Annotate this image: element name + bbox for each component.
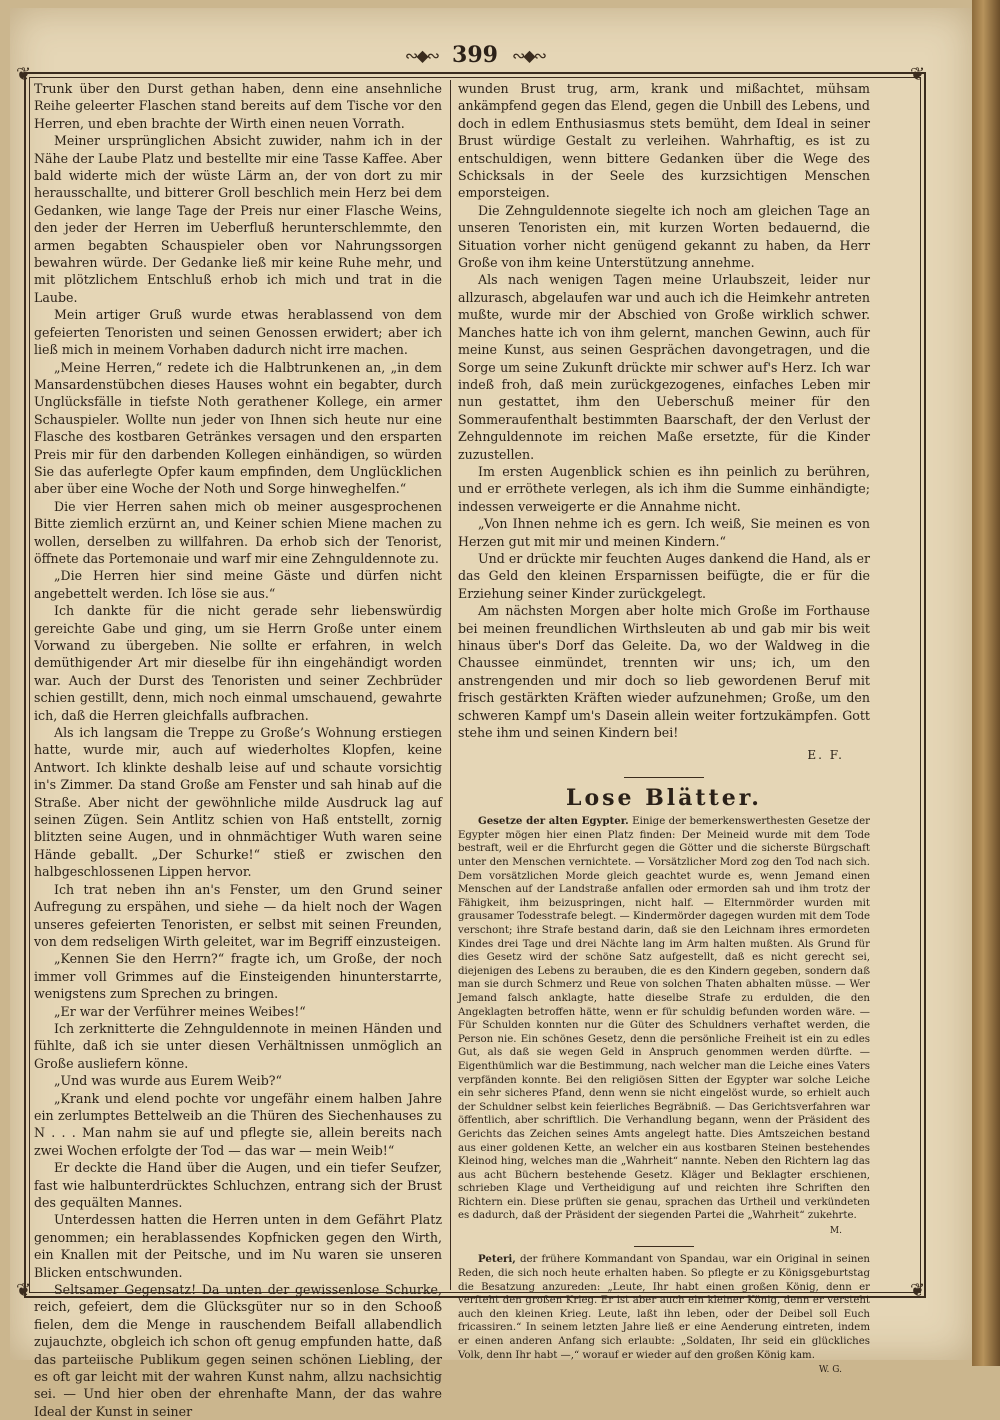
article-heading: Peteri, <box>478 1253 516 1266</box>
book-binding <box>972 0 1000 1366</box>
paragraph: Meiner ursprünglichen Absicht zuwider, nahm ich in der Nähe der Laube Platz und bestellte mir eine Tasse Kaffee. Aber bald widerte mich der wüste Lärm an, der von dort zu mir herausschallte, und bitterer Groll beschlich mein Herz bei dem Gedanken, wie lange Tage der Preis nur einer Flasche Weins, den jeder der Herren im Ueberfluß herunterschlemmte, den armen begabten Schauspieler oben vor Nahrungssorgen bewahren würde. Der Gedanke ließ mir keine Ruhe mehr, und mit plötzlichem Entschluß erhob ich mich und trat in die Laube. <box>34 133 442 305</box>
left-ornament-icon: ∾◆∾ <box>404 45 439 65</box>
article-body: der frühere Kommandant von Spandau, war ein Original in seinen Reden, die sich noch heute erhalten haben. So pflegte er zu Königsgeburtstag die Besatzung anzureden: „Leute, Ihr habt einen großen König, denn er verfteht den großen Krieg. Er ist aber auch ein kleiner König, denn er versteht auch den kleinen Krieg. Leute, laßt ihn leben, oder der Deibel soll Euch fricassiren.“ In seinem letzten Jahre ließ er eine Aenderung eintreten, indem er einen anderen Anfang sich erlaubte: „Soldaten, Ihr seid ein glückliches Volk, denn Ihr habt —,“ worauf er wieder auf den großen König kam. <box>458 1254 870 1361</box>
corner-ornament-icon: ❦ <box>910 64 926 85</box>
paragraph: Ich dankte für die nicht gerade sehr liebenswürdig gereichte Gabe und ging, um sie Herrn Große unter einem Vorwand zu übergeben. Nie sollte er erfahren, in welch demüthigender Art mir dieselbe für ihn eingehändigt worden war. Auch der Durst des Tenoristen und seiner Zechbrüder schien gestillt, denn, mich noch einmal umschauend, gewahrte ich, daß die Herren gleichfalls aufbrachen. <box>34 603 442 723</box>
corner-ornament-icon: ❦ <box>16 64 32 85</box>
paragraph: Unterdessen hatten die Herren unten in dem Gefährt Platz genommen; ein herablassendes Kopfnicken gegen den Wirth, ein Knallen mit der Peitsche, und im Nu waren sie unseren Blicken entschwunden. <box>34 1212 442 1280</box>
paragraph: Mein artiger Gruß wurde etwas herablassend von dem gefeierten Tenoristen und seinen Genossen erwidert; aber ich ließ mich in meinem Vorhaben dadurch nicht irre machen. <box>34 307 442 358</box>
paragraph: Am nächsten Morgen aber holte mich Große im Forthause bei meinen freundlichen Wirthsleuten ab und gab mir bis weit hinaus über's Dorf das Geleite. Da, wo der Waldweg in die Chaussee einmündet, trennten wir uns; ich, um den anstrengenden und mir doch so lieb gewordenen Beruf mit frisch gestärkten Kräften wieder aufzunehmen; Große, um den schweren Kampf um's Dasein allein weiter fortzukämpfen. Gott stehe ihm und seinen Kindern bei! <box>458 603 870 741</box>
article-paragraph <box>458 815 870 1223</box>
article-peteri <box>458 1253 870 1379</box>
article-initials: M. <box>829 1226 842 1237</box>
paragraph: „Von Ihnen nehme ich es gern. Ich weiß, Sie meinen es von Herzen gut mit mir und meinen Kindern.“ <box>458 516 870 549</box>
paragraph: Ich zerknitterte die Zehnguldennote in meinen Händen und fühlte, daß ich sie unter diesen Verhältnissen unmöglich an Große ausliefern könne. <box>34 1020 442 1071</box>
paragraph: „Die Herren hier sind meine Gäste und dürfen nicht angebettelt werden. Ich löse sie aus.“ <box>34 568 442 601</box>
corner-ornament-icon: ❦ <box>16 1280 32 1301</box>
story-signature: E. F. <box>807 748 844 763</box>
page-number: 399 <box>452 42 498 68</box>
paragraph: „Kennen Sie den Herrn?“ fragte ich, um Große, der noch immer voll Grimmes auf die Einsteigenden hinunterstarrte, wenigstens zum Sprechen zu bringen. <box>34 951 442 1002</box>
paragraph: Seltsamer Gegensatz! Da unten der gewissenlose Schurke, reich, gefeiert, dem die Glücksgüter nur so in den Schooß fielen, dem die Menge in rauschendem Beifall allabendlich zujauchzte, obgleich ich schon oft genug empfunden hatte, daß das parteiische Publikum gegen seinen schönen Liebling, der es oft gar leicht mit der wahren Kunst nahm, allzu nachsichtig sei. — Und hier oben der ehrenhafte Mann, der das wahre Ideal der Kunst in seiner <box>34 1282 442 1419</box>
right-ornament-icon: ∾◆∾ <box>511 45 546 65</box>
paragraph: Und er drückte mir feuchten Auges dankend die Hand, als er das Geld den kleinen Ersparnissen beifügte, die er für die Erziehung seiner Kinder zurückgelegt. <box>458 550 870 601</box>
section-title: Lose Blätter. <box>566 784 762 811</box>
section-rule <box>624 777 704 778</box>
article-egypt <box>458 815 870 1240</box>
paragraph: Die vier Herren sahen mich ob meiner ausgesprochenen Bitte ziemlich erzürnt an, und Keiner schien Miene machen zu wollen, derselben zu willfahren. Da erhob sich der Tenorist, öffnete das Portemonaie und warf mir eine Zehnguldennote zu. <box>34 498 442 566</box>
right-column <box>458 80 870 1376</box>
paragraph: „Krank und elend pochte vor ungefähr einem halben Jahre ein zerlumptes Bettelweib an die Thüren des Siechenhauses zu N . . . Man nahm sie auf und pflegte sie, allein bereits nach zwei Wochen erfolgte der Tod — das war — mein Weib!“ <box>34 1090 442 1158</box>
article-body: Einige der bemerkenswerthesten Gesetze der Egypter mögen hier einen Platz finden: Der Meineid wurde mit dem Tode bestraft, weil er die Ehrfurcht gegen die Götter und die sicherste Bürgschaft unter den Menschen vernichtete. — Vorsätzlicher Mord zog den Tod nach sich. Dem vorsätzlichen Morde gleich geachtet wurde es, wenn Jemand einen Menschen auf der Landstraße anfallen oder ermorden sah und ihm trotz der Fähigkeit, ihm beizuspringen, nicht half. — Elternmörder wurden mit grausamer Todesstrafe belegt. — Kindermörder dagegen wurden mit dem Tode verschont; ihre Strafe bestand darin, daß sie den Leichnam ihres ermordeten Kindes drei Tage und drei Nächte lang im Arm halten mußten. Als Grund für dies Gesetz wird der schöne Satz aufgestellt, daß es nicht gerecht sei, diejenigen des Lebens zu berauben, die es den Kindern gegeben, sondern daß man sie durch Schmerz und Reue von solchen Thaten abhalten müsse. — Wer Jemand falsch anklagte, hatte dieselbe Strafe zu erdulden, die den Angeklagten betroffen hätte, wenn er für schuldig befunden worden wäre. — Für Schulden konnten nur die Güter des Schuldners verhaftet werden, die Person nie. Ein schönes Gesetz, denn die persönliche Freiheit ist ein zu edles Gut, als daß sie wegen Geld in Anspruch genommen werden dürfte. — Eigenthümlich war die Bestimmung, nach welcher man die Leiche eines Vaters verpfänden konnte. Bei den religiösen Sitten der Egypter war solche Leiche ein sehr sicheres Pfand, denn wenn sie nicht eingelöst wurde, so erhielt auch der Schuldner selbst kein feierliches Begräbniß. — Das Gerichtsverfahren war öffentlich, aber schriftlich. Die Verhandlung begann, wenn der Präsident des Gerichts das Zeichen seines Amts angelegt hatte. Dies Amtszeichen bestand aus einer goldenen Kette, an welcher ein aus kostbaren Steinen bestehendes Kleinod hing, welches man die „Wahrheit“ nannte. Neben den Richtern lag das aus acht Büchern bestehende Gesetz. Kläger und Beklagter erschienen, schrieben Klage und Vertheidigung auf und reichten ihre Schriften den Richtern ein. Diese prüften sie genau, sprachen das Urtheil und verkündeten es dadurch, daß der Präsident der siegenden Partei die „Wahrheit“ zukehrte. <box>458 816 870 1222</box>
corner-ornament-icon: ❦ <box>910 1280 926 1301</box>
left-column <box>34 80 442 1419</box>
page-header <box>24 40 926 70</box>
paragraph: „Er war der Verführer meines Weibes!“ <box>54 1003 306 1019</box>
paragraph: Als ich langsam die Treppe zu Große’s Wohnung erstiegen hatte, wurde mir, auch auf wiederholtes Klopfen, keine Antwort. Ich klinkte deshalb leise auf und schaute vorsichtig in's Zimmer. Da stand Große am Fenster und sah hinab auf die Straße. Aber nicht der gewöhnliche milde Ausdruck lag auf seinen Zügen. Sein Antlitz schien von Haß entstellt, zornig blitzten seine Augen, und in ohnmächtiger Wuth waren seine Hände geballt. „Der Schurke!“ stieß er zwischen den halbgeschlossenen Lippen hervor. <box>34 725 442 880</box>
article-paragraph <box>458 1253 870 1362</box>
article-rule <box>634 1246 694 1247</box>
paragraph: Im ersten Augenblick schien es ihn peinlich zu berühren, und er erröthete verlegen, als ich ihm die Summe einhändigte; indessen verweigerte er die Annahme nicht. <box>458 463 870 514</box>
column-divider <box>450 80 451 1290</box>
article-initials: W. G. <box>818 1365 842 1376</box>
paragraph: Trunk über den Durst gethan haben, denn eine ansehnliche Reihe geleerter Flaschen stand bereits auf dem Tische vor den Herren, und eben brachte der Wirth einen neuen Vorrath. <box>34 81 442 131</box>
paragraph: Ich trat neben ihn an's Fenster, um den Grund seiner Aufregung zu erspähen, und siehe — da hielt noch der Wagen unseres gefeierten Tenoristen, er selbst mit seinen Freunden, von dem redseligen Wirth geleitet, war im Begriff einzusteigen. <box>34 881 442 949</box>
paragraph: Er deckte die Hand über die Augen, und ein tiefer Seufzer, fast wie halbunterdrücktes Schluchzen, entrang sich der Brust des gequälten Mannes. <box>34 1160 442 1210</box>
paragraph: „Meine Herren,“ redete ich die Halbtrunkenen an, „in dem Mansardenstübchen dieses Hauses wohnt ein begabter, durch Unglücksfälle in tiefste Noth gerathener Kollege, ein armer Schauspieler. Wollte nun jeder von Ihnen sich heute nur eine Flasche des kostbaren Getränkes versagen und den ersparten Preis mir für den darbenden Kollegen einhändigen, so würden Sie das auferlegte Opfer kaum empfinden, dem Unglücklichen aber über eine Woche der Noth und Sorge hinweghelfen.“ <box>34 359 442 497</box>
paragraph: Als nach wenigen Tagen meine Urlaubszeit, leider nur allzurasch, abgelaufen war und auch ich die Heimkehr antreten mußte, wurde mir der Abschied von Große wirklich schwer. Manches hatte ich von ihm gelernt, manchen Gewinn, auch für meine Kunst, aus seinen Gesprächen davongetragen, und die Sorge um seine Zukunft drückte mir schwer auf's Herz. Ich war indeß froh, daß mein zurückgezogenes, einfaches Leben mir nun gestattet, ihm den Ueberschuß meiner für den Sommeraufenthalt bestimmten Baarschaft, der den Verlust der Zehnguldennote im reichen Maße ersetzte, für die Kinder zuzustellen. <box>458 272 870 462</box>
paragraph: „Und was wurde aus Eurem Weib?“ <box>54 1073 282 1089</box>
paragraph: wunden Brust trug, arm, krank und mißachtet, mühsam ankämpfend gegen das Elend, gegen die Unbill des Lebens, und doch in edlem Enthusiasmus stets bemüht, dem Ideal in seiner Brust würdige Gestalt zu verleihen. Wahrhaftig, es ist zu entschuldigen, wenn bittere Gedanken über die Wege des Schicksals in der Seele des kurzsichtigen Menschen emporsteigen. <box>458 81 870 201</box>
article-heading: Gesetze der alten Egypter. <box>478 815 629 828</box>
paragraph: Die Zehnguldennote siegelte ich noch am gleichen Tage an unseren Tenoristen ein, mit kurzen Worten bedauernd, die Situation vorher nicht genügend gekannt zu haben, da Herr Große von ihm keine Unterstützung annehme. <box>458 202 870 271</box>
